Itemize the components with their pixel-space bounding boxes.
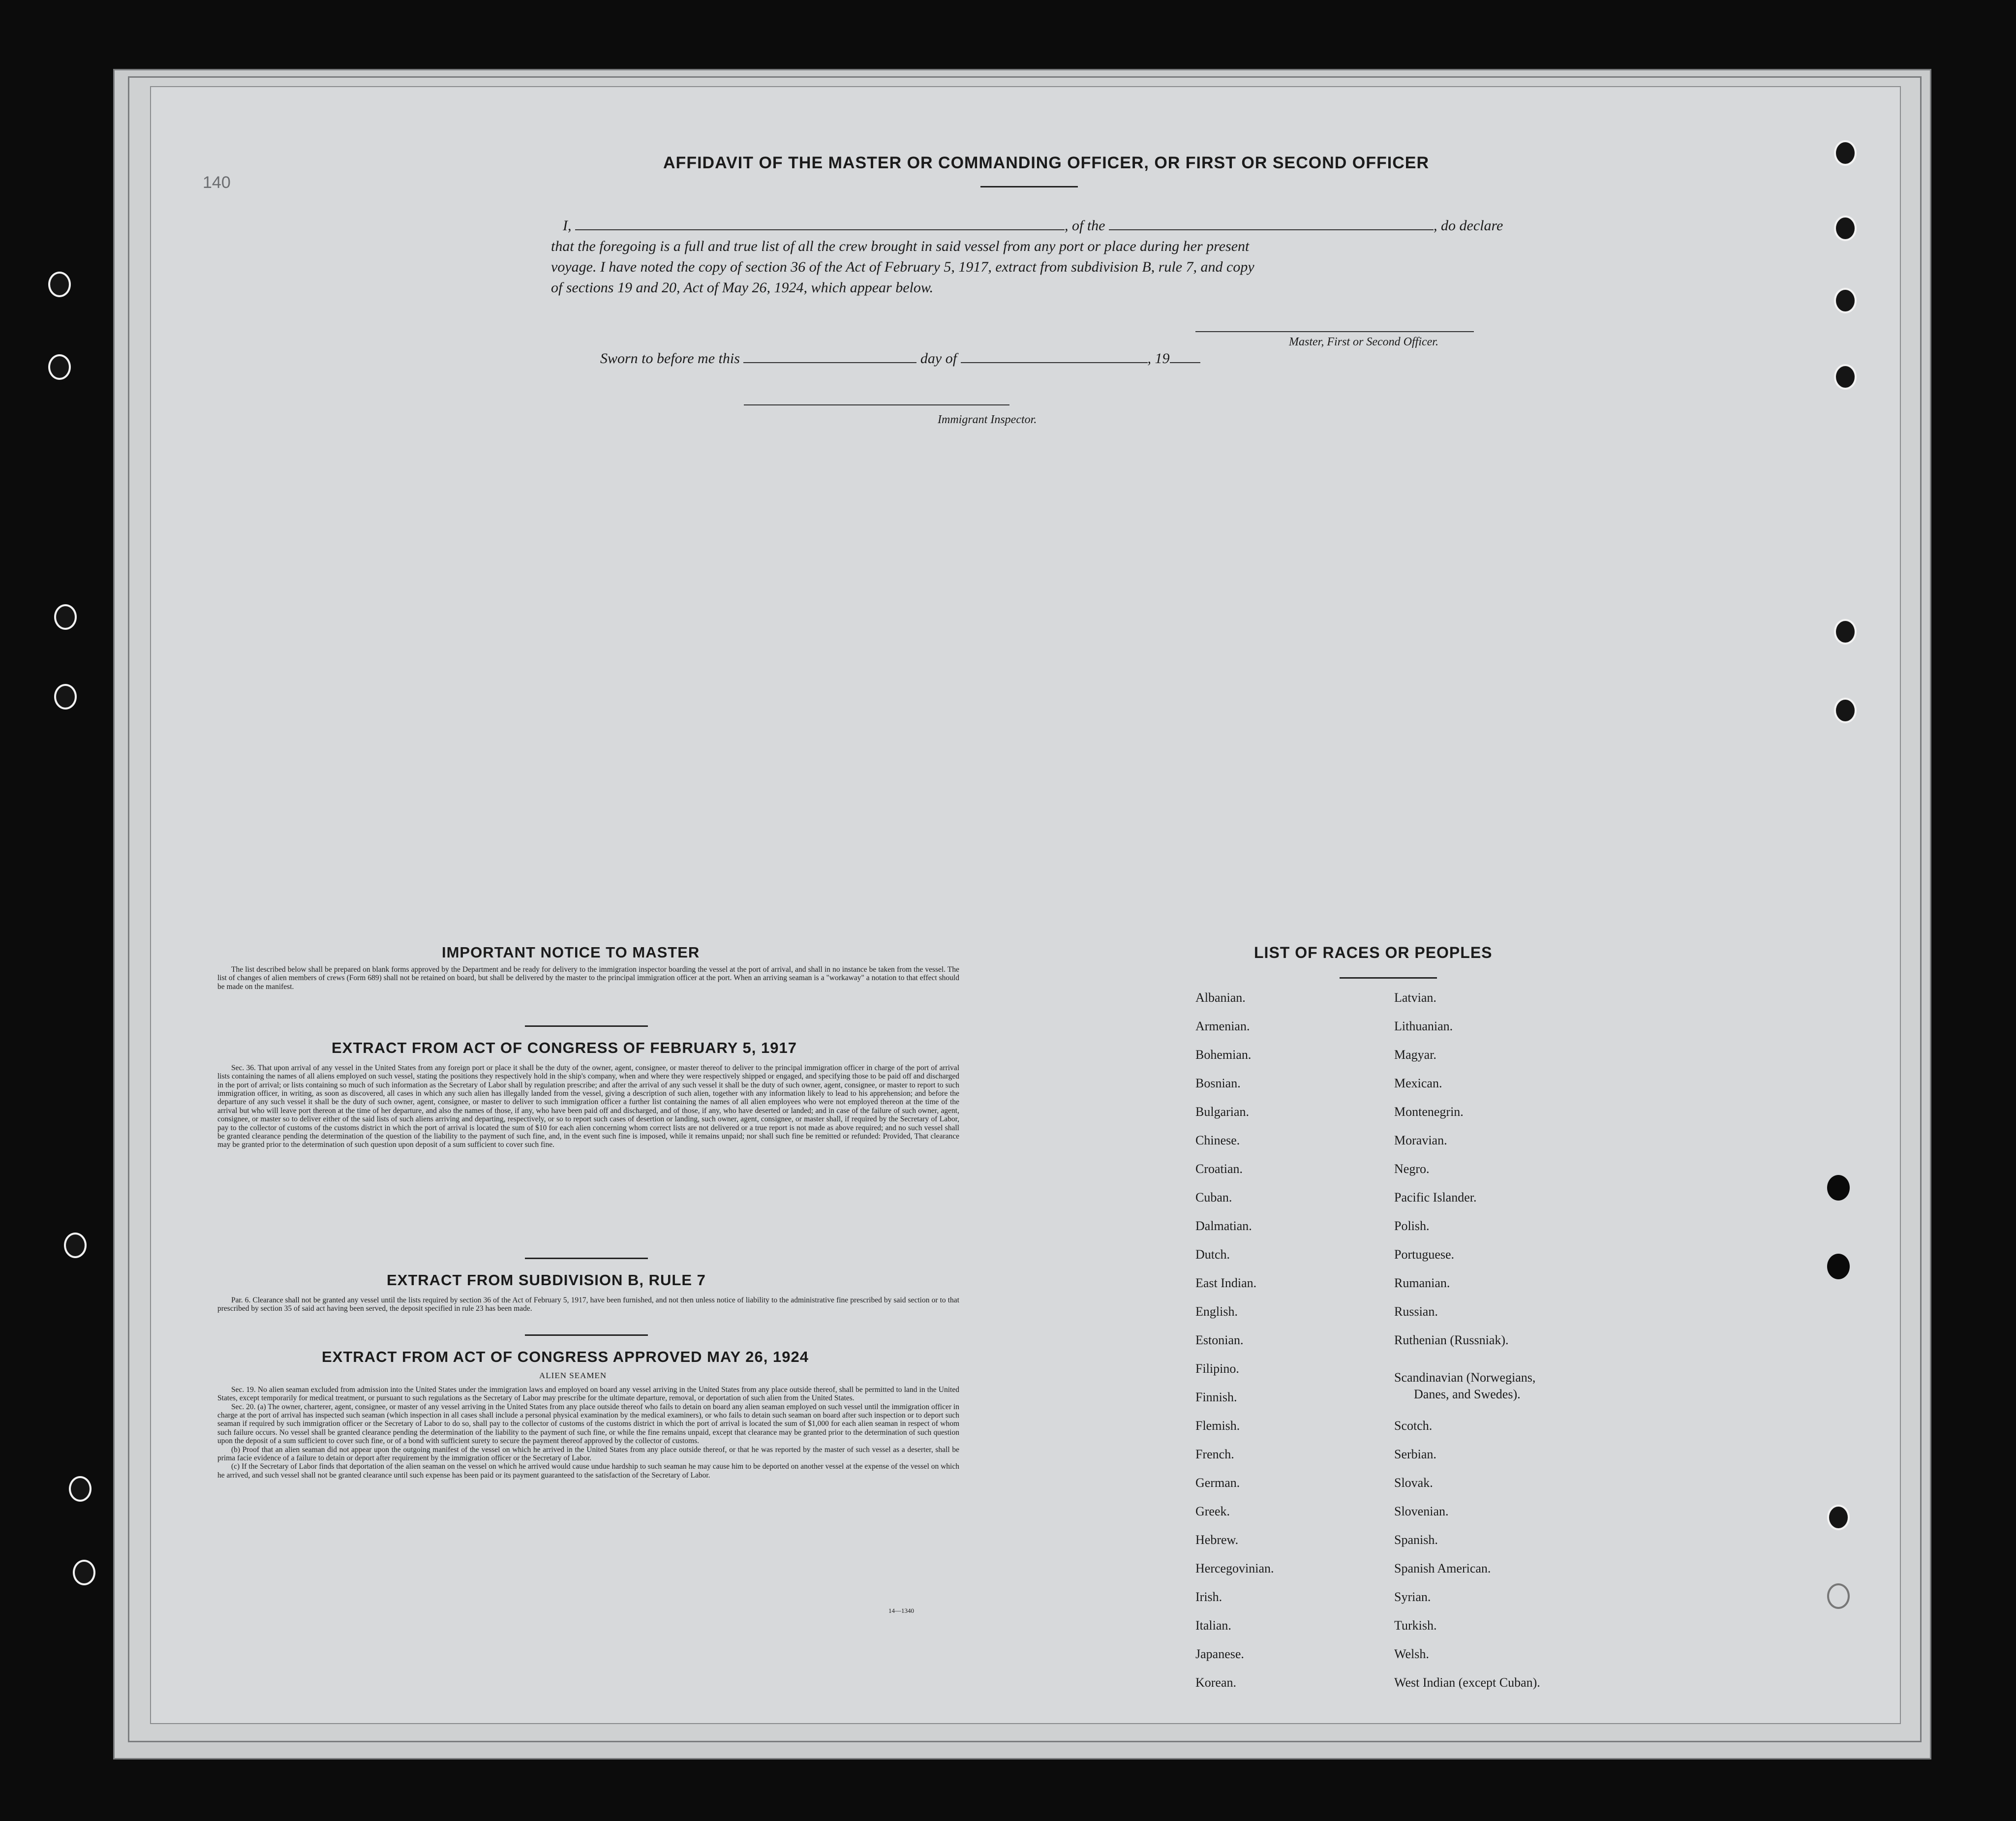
race-item: Montenegrin. [1394, 1105, 1464, 1119]
races-title: LIST OF RACES OR PEOPLES [1254, 944, 1493, 961]
race-item: Mexican. [1394, 1076, 1442, 1090]
race-item: Magyar. [1394, 1048, 1436, 1062]
race-item: Croatian. [1195, 1162, 1243, 1176]
race-item: Finnish. [1195, 1390, 1237, 1404]
master-caption: Master, First or Second Officer. [1289, 336, 1438, 348]
race-item: Turkish. [1394, 1618, 1437, 1633]
race-item: English. [1195, 1304, 1238, 1319]
declaration-line-2: that the foregoing is a full and true list of all the crew brought in said vessel from any port or place during her present [551, 238, 1250, 254]
punch-hole [48, 354, 71, 380]
extract-1917-title: EXTRACT FROM ACT OF CONGRESS OF FEBRUARY 5, 1917 [332, 1039, 797, 1056]
punch-hole [64, 1233, 87, 1258]
punch-hole [1827, 1505, 1850, 1530]
sec-19-text: Sec. 19. No alien seaman excluded from admission into the United States under the immigration laws and employed on board any vessel arriving in the United States from any place outside thereof, shall be permitted to land in the United States, except temporarily for medical treatment, or pursuant to such regulations as the Secretary of Labor may prescribe for the ultimate departure, removal, or deportation of such alien from the United States. [217, 1386, 959, 1403]
race-item: Negro. [1394, 1162, 1430, 1176]
race-item: Albanian. [1195, 990, 1246, 1005]
race-item: Syrian. [1394, 1590, 1431, 1604]
race-item: Chinese. [1195, 1133, 1240, 1147]
inspector-caption: Immigrant Inspector. [938, 413, 1037, 426]
affidavit-declaration [551, 216, 1506, 298]
race-item: Moravian. [1394, 1133, 1447, 1147]
declaration-line-3: voyage. I have noted the copy of section 36 of the Act of February 5, 1917, extract from subdivision B, rule 7, and copy [551, 259, 1254, 275]
day-of-text: day of [920, 350, 957, 367]
race-item: Irish. [1195, 1590, 1222, 1604]
punch-hole [1834, 619, 1857, 645]
punch-hole [48, 272, 71, 297]
sworn-year-blank[interactable] [1170, 362, 1200, 363]
extract-1917-text: Sec. 36. That upon arrival of any vessel in the United States from any foreign port or place it shall be the duty of the owner, agent, consignee, or master thereof to deliver to the principal immigration officer in charge of the port of arrival lists containing the names of all aliens employed on such vessel, stating the positions they respectively hold in the ship's company, when and where they were respectively shipped or engaged, and specifying those to be paid off and discharged in the port of arrival; or lists containing so much of such information as the Secretary of Labor shall by regulation prescribe; and after the arrival of any such vessel it shall be the duty of such owner, agent, consignee, or master to report to such immigration officer, in writing, as soon as discovered, all cases in which any such alien has illegally landed from the vessel, giving a description of such alien, together with any information likely to lead to his apprehension; and before the departure of any such vessel it shall be the duty of such owner, agent, consignee, or master to deliver to such immigration officer a further list containing the names of all alien employees who were not employed thereon at the time of the arrival but who will leave port thereon at the time of her departure, and also the names of those, if any, who have been paid off and discharged, and of those, if any, who have deserted or landed; and in case of the failure of such owner, agent, consignee, or master so to deliver either of the said lists of such aliens arriving and departing, respectively, or so to report such cases of desertion or landing, such owner, agent, consignee, or master shall, if required by the Secretary of Labor, pay to the collector of customs of the customs district in which the port of arrival is located the sum of $10 for each alien concerning whom correct lists are not delivered or a true report is not made as above required; and no such vessel shall be granted clearance pending the determination of the question of the liability to the payment of such fine, and, in the event such fine is imposed, while it remains unpaid; nor shall such fine be remitted or refunded: Provided, That clearance may be granted prior to the determination of such question upon deposit of a sum sufficient to cover such fine. [217, 1064, 959, 1149]
race-item: Ruthenian (Russniak). [1394, 1333, 1509, 1347]
declaration-line-4: of sections 19 and 20, Act of May 26, 1924, which appear below. [551, 279, 934, 296]
race-item: Estonian. [1195, 1333, 1244, 1347]
name-blank[interactable] [575, 229, 1065, 230]
race-item: Polish. [1394, 1219, 1430, 1233]
race-item: Hercegovinian. [1195, 1561, 1274, 1575]
punch-hole [1827, 1175, 1850, 1201]
race-item: Spanish. [1394, 1533, 1438, 1547]
race-item: Armenian. [1195, 1019, 1250, 1033]
declaration-i: I, [563, 217, 572, 234]
race-item: Serbian. [1394, 1447, 1436, 1461]
section-rule [525, 1258, 648, 1259]
sworn-month-blank[interactable] [961, 362, 1148, 363]
punch-hole [1834, 216, 1857, 241]
race-item: Portuguese. [1394, 1247, 1455, 1262]
extract-rule7-text: Par. 6. Clearance shall not be granted any vessel until the lists required by section 36 of the Act of February 5, 1917, have been furnished, and not then unless notice of liability to the administrative fine prescribed by said section or to that prescribed by section 35 of said act having been served, the deposit specified in rule 23 has been made. [217, 1296, 959, 1313]
section-rule [525, 1025, 648, 1027]
race-item: Scandinavian (Norwegians, [1394, 1370, 1536, 1385]
extract-1924-body [217, 1386, 959, 1480]
extract-rule7-title: EXTRACT FROM SUBDIVISION B, RULE 7 [387, 1271, 706, 1289]
notice-title: IMPORTANT NOTICE TO MASTER [442, 944, 700, 961]
race-item: Spanish American. [1394, 1561, 1491, 1575]
year-text: , 19 [1147, 350, 1170, 367]
race-item: Filipino. [1195, 1361, 1239, 1376]
margin-note: 140 [203, 173, 231, 192]
punch-hole [1827, 1583, 1850, 1609]
sec-20c-text: (c) If the Secretary of Labor finds that deportation of the alien seaman on the vessel on which he arrived would cause undue hardship to such seaman he may cause him to be deported on another vessel at the expense of the vessel on which he arrived, and such vessel shall not be granted clearance until such expense has been paid or its payment guaranteed to the satisfaction of the Secretary of Labor. [217, 1462, 959, 1480]
race-item: Greek. [1195, 1504, 1230, 1518]
sec-20a-text: Sec. 20. (a) The owner, charterer, agent, consignee, or master of any vessel arriving in the United States from any place outside thereof who fails to detain on board any alien seaman employed on such vessel until the immigration officer in charge at the port of arrival has inspected such seaman (which inspection in all cases shall include a personal physical examination by the medical examiners), or who fails to detain such seaman on board after such inspection or to deport such seaman if required by such immigration officer or the Secretary of Labor to do so, shall pay to the collector of customs of the customs district in which the port of arrival is located the sum of $1,000 for each alien seaman in respect of whom such failure occurs. No vessel shall be granted clearance pending the determination of the liability to the payment of such fine, or while the fine remains unpaid, except that clearance may be granted prior to the determination of such question upon the deposit of a sum sufficient to cover such fine, or of a bond with sufficient surety to secure the payment thereof approved by the collector of customs. [217, 1402, 959, 1446]
alien-seamen-subtitle: ALIEN SEAMEN [539, 1371, 607, 1380]
sworn-text: Sworn to before me this [600, 350, 740, 367]
master-signature-line[interactable] [1195, 331, 1474, 332]
vessel-blank[interactable] [1109, 229, 1434, 230]
sworn-day-blank[interactable] [743, 362, 916, 363]
punch-hole [1834, 288, 1857, 313]
declaration-of: , of the [1065, 217, 1105, 234]
declaration-declare: , do declare [1434, 217, 1503, 234]
race-item: Cuban. [1195, 1190, 1232, 1204]
extract-1924-title: EXTRACT FROM ACT OF CONGRESS APPROVED MAY 26, 1924 [322, 1348, 809, 1365]
race-item: Scotch. [1394, 1419, 1433, 1433]
races-rule [1340, 977, 1437, 979]
punch-hole [73, 1560, 95, 1585]
race-item: Pacific Islander. [1394, 1190, 1477, 1204]
race-item: Danes, and Swedes). [1414, 1387, 1521, 1401]
race-item: French. [1195, 1447, 1234, 1461]
race-item: East Indian. [1195, 1276, 1257, 1290]
title-rule [980, 186, 1078, 187]
race-item: Italian. [1195, 1618, 1231, 1633]
sec-20b-text: (b) Proof that an alien seaman did not appear upon the outgoing manifest of the vessel on which he arrived in the United States from any place outside thereof, or that he was reported by the master of such vessel as a deserter, shall be prima facie evidence of a failure to detain or deport after requirement by the immigration officer or the Secretary of Labor. [217, 1445, 959, 1462]
inspector-signature-line[interactable] [744, 404, 1009, 405]
sworn-line [600, 350, 1200, 367]
race-item: Dutch. [1195, 1247, 1230, 1262]
race-item: Japanese. [1195, 1647, 1244, 1661]
punch-hole [1827, 1254, 1850, 1279]
race-item: Bohemian. [1195, 1048, 1252, 1062]
section-rule [525, 1334, 648, 1336]
race-item: Russian. [1394, 1304, 1438, 1319]
race-item: Lithuanian. [1394, 1019, 1453, 1033]
race-item: West Indian (except Cuban). [1394, 1675, 1540, 1690]
race-item: Hebrew. [1195, 1533, 1239, 1547]
affidavit-title: AFFIDAVIT OF THE MASTER OR COMMANDING OFFICER, OR FIRST OR SECOND OFFICER [663, 154, 1429, 172]
race-item: Rumanian. [1394, 1276, 1450, 1290]
race-item: Bulgarian. [1195, 1105, 1250, 1119]
race-item: Bosnian. [1195, 1076, 1241, 1090]
race-item: Dalmatian. [1195, 1219, 1252, 1233]
race-item: Korean. [1195, 1675, 1237, 1690]
race-item: Latvian. [1394, 990, 1436, 1005]
form-number: 14—1340 [888, 1607, 914, 1614]
notice-text: The list described below shall be prepared on blank forms approved by the Department and be ready for delivery to the immigration inspector boarding the vessel at the port of arrival, and shall in no instance be taken from the vessel. The list of changes of alien members of crews (Form 689) shall not be retained on board, but shall be delivered by the master to the principal immigration officer at the port. When an arriving seaman is a "workaway" a notation to that effect should be made on the manifest. [217, 965, 959, 991]
punch-hole [54, 604, 77, 630]
race-item: Slovenian. [1394, 1504, 1449, 1518]
race-item: Welsh. [1394, 1647, 1429, 1661]
punch-hole [1834, 140, 1857, 166]
race-item: Slovak. [1394, 1476, 1433, 1490]
punch-hole [1834, 698, 1857, 723]
race-item: German. [1195, 1476, 1240, 1490]
punch-hole [54, 684, 77, 710]
punch-hole [1834, 364, 1857, 390]
race-item: Flemish. [1195, 1419, 1240, 1433]
punch-hole [69, 1476, 92, 1502]
